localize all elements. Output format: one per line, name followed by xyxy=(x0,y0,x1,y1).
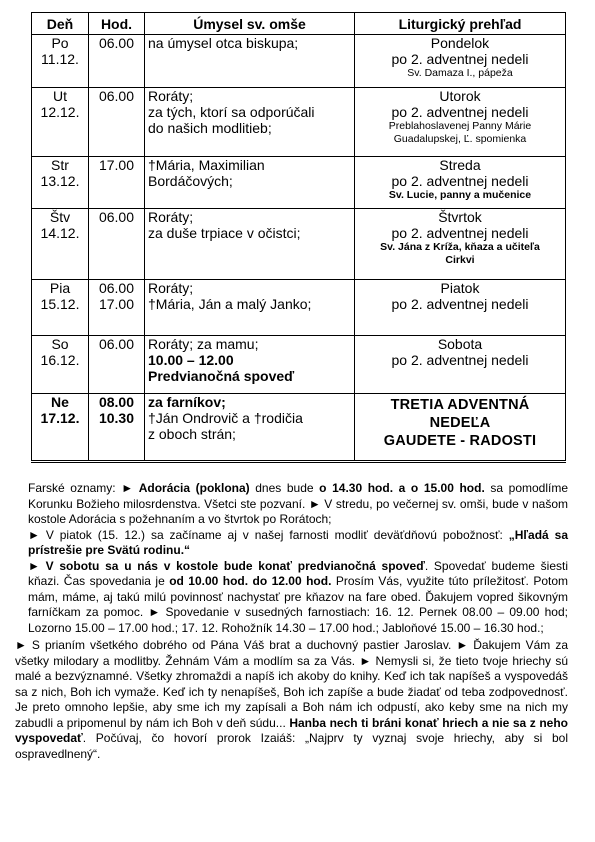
day-cell xyxy=(32,209,89,280)
intention-line: †Mária, Ján a malý Janko; xyxy=(148,296,312,312)
day-name: Po xyxy=(51,35,69,51)
intention-line: z oboch strán; xyxy=(148,426,236,442)
announcement-text: Farské oznamy: ► xyxy=(28,481,139,495)
day-name: Ut xyxy=(53,88,67,104)
liturgy-week: po 2. adventnej nedeli xyxy=(391,51,529,67)
header-liturgy: Liturgický prehľad xyxy=(355,13,566,35)
header-time: Hod. xyxy=(89,13,145,35)
day-date: 11.12. xyxy=(41,51,79,67)
intention-line: Roráty; xyxy=(148,88,194,104)
liturgy-note: Sv. Damaza I., pápeža xyxy=(407,67,513,79)
table-row xyxy=(32,35,566,88)
feast-line: TRETIA ADVENTNÁ xyxy=(390,397,530,413)
intention-line: Bordáčových; xyxy=(148,173,233,189)
day-cell xyxy=(32,35,89,88)
liturgy-day: Streda xyxy=(439,157,481,173)
day-name: Str xyxy=(51,157,69,173)
announcement-text: . Počúvaj, čo hovorí prorok Izaiáš: „Najprv ty vyznaj svoje hriechy, aby si bol ospravedlnený“. xyxy=(15,731,568,761)
day-name: Štv xyxy=(49,209,71,225)
liturgy-cell xyxy=(355,35,566,88)
announcement-text: dnes bude xyxy=(249,481,320,495)
announcement-bold: ► V sobotu sa u nás v kostole bude konať predvianočná spoveď xyxy=(28,558,425,573)
day-date: 14.12. xyxy=(40,225,80,241)
intention-line: Roráty; xyxy=(148,280,194,296)
liturgy-note: Sv. Lucie, panny a mučenice xyxy=(388,189,532,201)
feast-line: GAUDETE - RADOSTI xyxy=(383,433,537,449)
mass-time: 06.00 xyxy=(98,35,135,51)
intention-line: Roráty; za mamu; xyxy=(148,336,259,352)
mass-time: 10.30 xyxy=(98,410,135,426)
intention-cell xyxy=(145,157,355,209)
intention-line: na úmysel otca biskupa; xyxy=(148,35,299,51)
intention-line: †Mária, Maximilian xyxy=(148,157,265,173)
table-row xyxy=(32,209,566,280)
day-cell xyxy=(32,336,89,394)
liturgy-day: Pondelok xyxy=(430,35,490,51)
liturgy-day: Piatok xyxy=(440,280,480,296)
time-cell xyxy=(89,280,145,336)
feast-line: NEDEĽA xyxy=(429,415,491,431)
intention-line: †Ján Ondrovič a †rodičia xyxy=(148,410,303,426)
day-name: Pia xyxy=(49,280,71,296)
intention-cell xyxy=(145,88,355,157)
intention-cell xyxy=(145,394,355,462)
announcement-paragraph xyxy=(15,638,568,762)
announcement-paragraph xyxy=(28,559,568,637)
day-name: So xyxy=(51,336,69,352)
announcement-text: Prosím Vás, využite túto príležitosť. Potom mám, máme, aj takú milú povinnosť nachystať pre kňazov na fare obed. Ďakujem vopred šikovným farníčkam za pomoc. ► Spovedanie v susedných farnostiach: 16. 12. Pernek 08.00 – 09.00 hod; Lozorno 15.00 – 17.00 hod.; 17. 12. Rohožník 14.30 – 17.00 hod.; Jabloňové 15.00 – 16.30 hod.; xyxy=(28,574,569,635)
liturgy-week: po 2. adventnej nedeli xyxy=(391,104,529,120)
liturgy-cell xyxy=(355,280,566,336)
liturgy-week: po 2. adventnej nedeli xyxy=(391,225,529,241)
mass-time: 06.00 xyxy=(98,209,135,225)
liturgy-day: Utorok xyxy=(439,88,481,104)
announcement-bold: o 14.30 hod. a o 15.00 hod. xyxy=(319,481,485,495)
liturgy-cell xyxy=(355,88,566,157)
mass-time: 17.00 xyxy=(98,157,135,173)
liturgy-day: Sobota xyxy=(437,336,483,352)
announcement-paragraph xyxy=(28,481,568,528)
intention-line: za farníkov; xyxy=(148,394,226,410)
confession-label: Predvianočná spoveď xyxy=(148,368,295,384)
intention-cell xyxy=(145,35,355,88)
announcement-paragraph xyxy=(28,528,568,559)
intention-cell xyxy=(145,209,355,280)
table-row xyxy=(32,157,566,209)
time-cell xyxy=(89,157,145,209)
header-intention: Úmysel sv. omše xyxy=(145,13,355,35)
announcement-text: sa pomodlíme Korunku Božieho milosrdenstva. Všetci ste pozvaní. ► V stredu, po večernej sv. omši, bude v našom kostole Adorácia s požehnaním a vo štvrtok po Rorátoch; xyxy=(28,481,569,526)
day-date: 12.12. xyxy=(40,104,80,120)
announcement-bold: „Hľadá sa prístrešie pre Svätú rodinu.“ xyxy=(28,527,569,557)
liturgy-cell xyxy=(355,336,566,394)
confession-time: 10.00 – 12.00 xyxy=(148,352,234,368)
announcement-text: ► S prianím všetkého dobrého od Pána Váš brat a duchovný pastier Jaroslav. ► Ďakujem Vám za všetky milodary a modlitby. Žehnám Vám a modlím sa za Vás. ► Nemysli si, že tieto tvoje hriechy sú malé a bezvýznamné. Všetky zhromaždi a napíš ich akoby do knihy. Keď ich tak napíšeš a vyspovedáš sa z nich, Boh ich vymaže. Keď ich ty nenapíšeš, Boh ich zapíše a bude žiadať od teba zodpovednosť. Je preto omnoho lepšie, aby sme ich my zapísali a Boh nám ich odpustí, ako keby sme na nich my zabudli a pripomenul by nám ich Boh v deň súdu... xyxy=(15,638,568,730)
intention-line: do našich modlitieb; xyxy=(148,120,272,136)
header-day: Deň xyxy=(32,13,89,35)
liturgy-week: po 2. adventnej nedeli xyxy=(391,296,529,312)
table-row xyxy=(32,280,566,336)
day-date: 15.12. xyxy=(40,296,80,312)
intention-line: za duše trpiace v očistci; xyxy=(148,225,301,241)
announcement-bold: od 10.00 hod. do 12.00 hod. xyxy=(169,574,332,588)
announcement-text: . Spovedať budeme šiesti kňazi. Čas spovedania je xyxy=(28,558,568,588)
liturgy-day: Štvrtok xyxy=(438,209,482,225)
liturgy-week: po 2. adventnej nedeli xyxy=(391,352,529,368)
day-cell xyxy=(32,157,89,209)
liturgy-cell xyxy=(355,394,566,462)
table-header-row xyxy=(32,13,566,35)
intention-line: Roráty; xyxy=(148,209,194,225)
table-row xyxy=(32,336,566,394)
announcement-bold: Hanba nech ti bráni konať hriech a nie sa z neho vyspovedať xyxy=(15,715,568,745)
intention-cell xyxy=(145,336,355,394)
day-date: 17.12. xyxy=(40,410,80,426)
intention-cell xyxy=(145,280,355,336)
liturgy-cell xyxy=(355,157,566,209)
day-cell xyxy=(32,280,89,336)
mass-time: 08.00 xyxy=(98,394,135,410)
announcement-bold: Adorácia (poklona) xyxy=(138,481,250,495)
mass-schedule-table xyxy=(31,12,566,463)
parish-announcements xyxy=(15,481,569,762)
mass-time: 06.00 xyxy=(98,280,135,296)
time-cell xyxy=(89,336,145,394)
intention-line: za tých, ktorí sa odporúčali xyxy=(148,104,315,120)
mass-time: 17.00 xyxy=(98,296,135,312)
liturgy-note: Sv. Jána z Kríža, kňaza a učiteľa Cirkvi xyxy=(380,241,540,266)
time-cell xyxy=(89,35,145,88)
mass-time: 06.00 xyxy=(98,88,135,104)
liturgy-note: Preblahoslavenej Panny Márie Guadalupskej, Ľ. spomienka xyxy=(388,120,532,145)
day-cell xyxy=(32,394,89,462)
day-cell xyxy=(32,88,89,157)
liturgy-week: po 2. adventnej nedeli xyxy=(391,173,529,189)
table-row xyxy=(32,394,566,462)
day-date: 13.12. xyxy=(40,173,80,189)
time-cell xyxy=(89,88,145,157)
time-cell xyxy=(89,209,145,280)
mass-time: 06.00 xyxy=(98,336,135,352)
table-row xyxy=(32,88,566,157)
time-cell xyxy=(89,394,145,462)
liturgy-cell xyxy=(355,209,566,280)
announcement-text: ► V piatok (15. 12.) sa začíname aj v našej farnosti modliť deväťdňovú pobožnosť: xyxy=(28,527,509,542)
day-date: 16.12. xyxy=(40,352,80,368)
day-name: Ne xyxy=(51,394,69,410)
